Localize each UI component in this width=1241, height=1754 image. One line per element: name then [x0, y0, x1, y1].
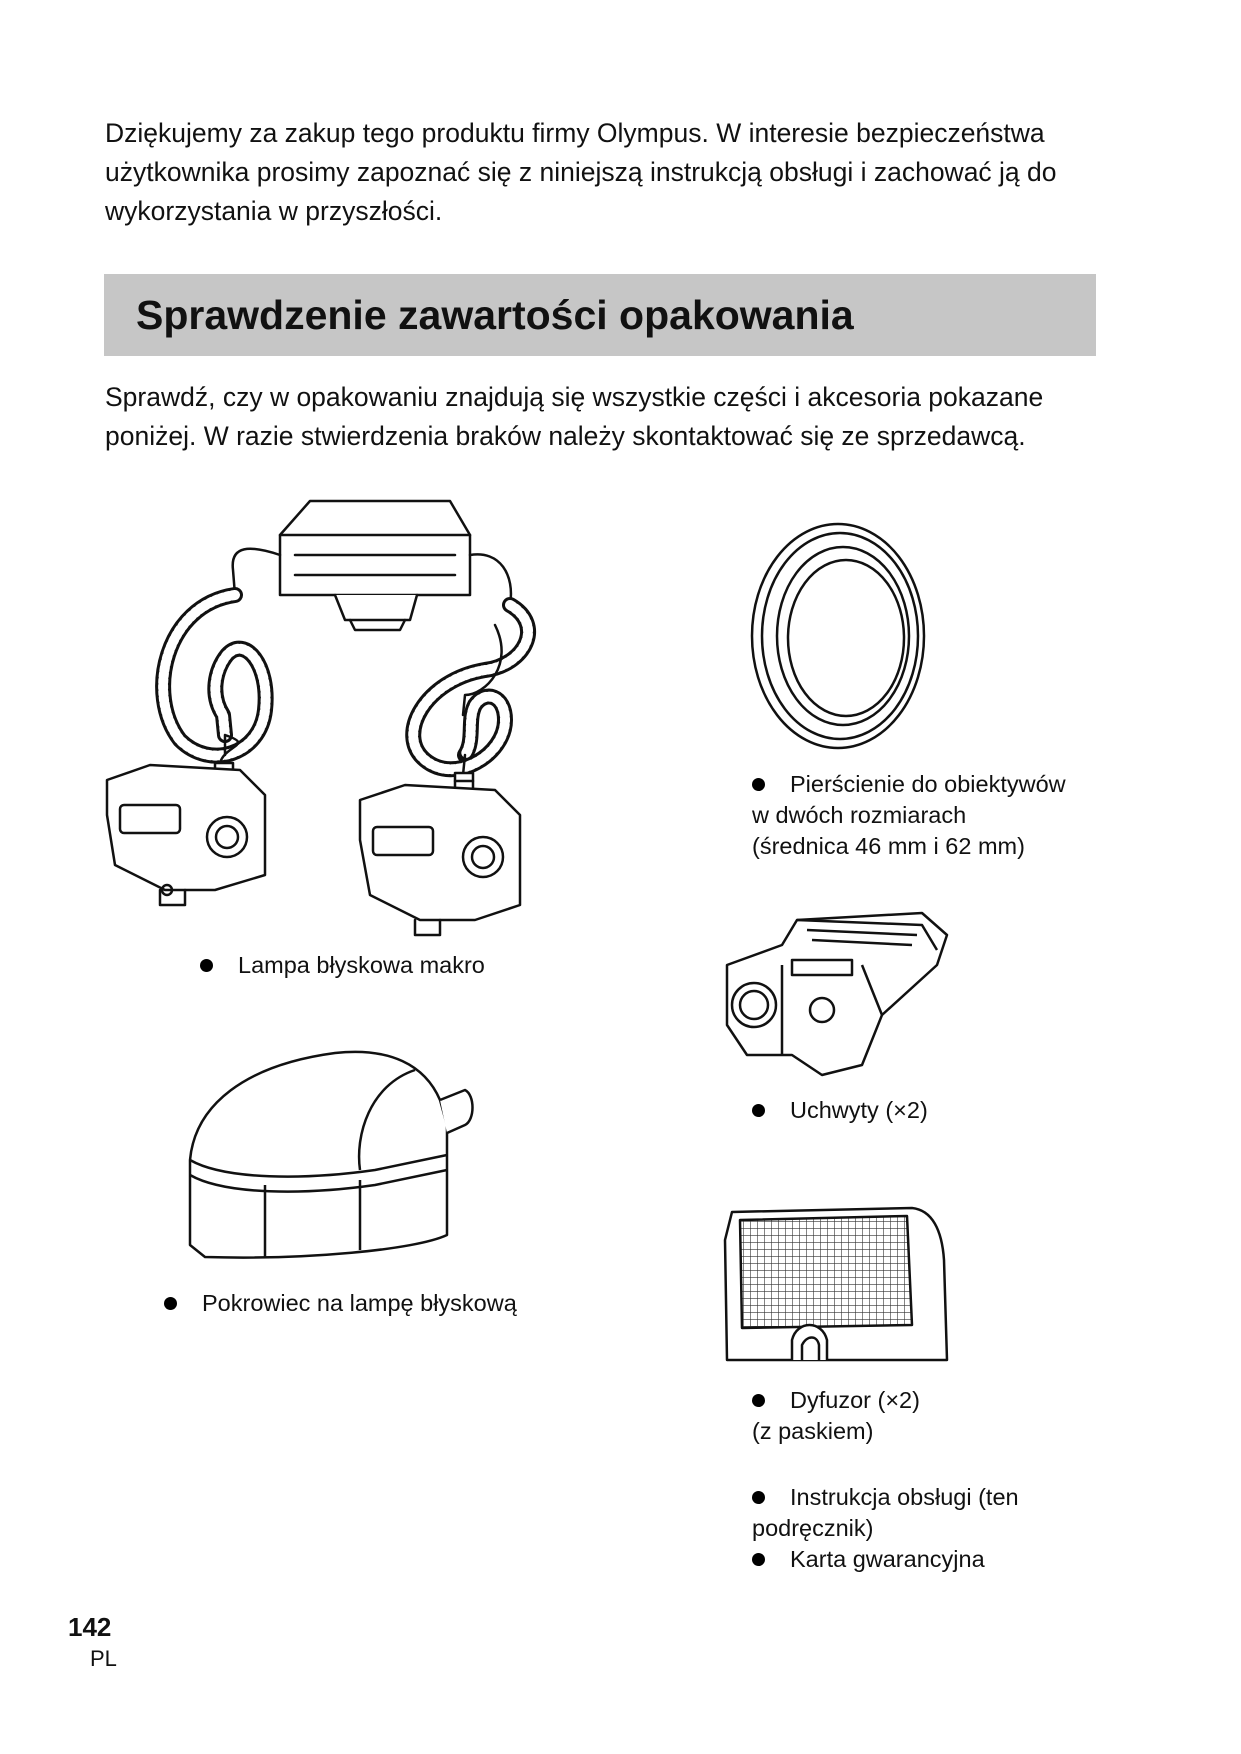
item-diffuser-line: (z paskiem): [752, 1418, 874, 1444]
item-flash: [200, 950, 485, 981]
item-holders: [752, 1095, 928, 1126]
page-number: 142: [68, 1612, 112, 1642]
item-manual-line: podręcznik): [752, 1515, 874, 1541]
section-title: Sprawdzenie zawartości opakowania: [136, 292, 854, 338]
item-case: [164, 1288, 517, 1319]
item-holders-label: Uchwyty (×2): [752, 1095, 928, 1126]
diffuser-illustration: [722, 1200, 952, 1370]
intro-paragraph: [105, 114, 1105, 231]
intro-line: wykorzystania w przyszłości.: [105, 196, 443, 226]
item-diffuser-line: Dyfuzor (×2): [752, 1385, 920, 1416]
item-rings-line: (średnica 46 mm i 62 mm): [752, 833, 1025, 859]
item-manual-warranty: [752, 1482, 1019, 1575]
item-rings-line: Pierścienie do obiektywów: [752, 769, 1066, 800]
item-warranty-label: Karta gwarancyjna: [752, 1544, 1019, 1575]
intro-line: użytkownika prosimy zapoznać się z niniejszą instrukcją obsługi i zachować ją do: [105, 157, 1057, 187]
macro-flash-illustration: [105, 495, 605, 955]
intro-line: Dziękujemy za zakup tego produktu firmy Olympus. W interesie bezpieczeństwa: [105, 118, 1045, 148]
item-diffuser: [752, 1385, 920, 1447]
section-line: poniżej. W razie stwierdzenia braków należy skontaktować się ze sprzedawcą.: [105, 421, 1026, 451]
lens-ring-illustration: [748, 520, 933, 752]
section-paragraph: [105, 378, 1105, 456]
item-flash-label: Lampa błyskowa makro: [200, 950, 485, 981]
item-case-label: Pokrowiec na lampę błyskową: [164, 1288, 517, 1319]
page-language: PL: [90, 1646, 117, 1671]
item-rings: [752, 769, 1066, 862]
section-heading-bar: [104, 274, 1096, 356]
section-line: Sprawdź, czy w opakowaniu znajdują się wszystkie części i akcesoria pokazane: [105, 382, 1044, 412]
item-rings-line: w dwóch rozmiarach: [752, 802, 967, 828]
item-manual-line: Instrukcja obsługi (ten: [752, 1482, 1019, 1513]
holder-illustration: [722, 905, 952, 1085]
flash-case-illustration: [185, 1045, 475, 1275]
